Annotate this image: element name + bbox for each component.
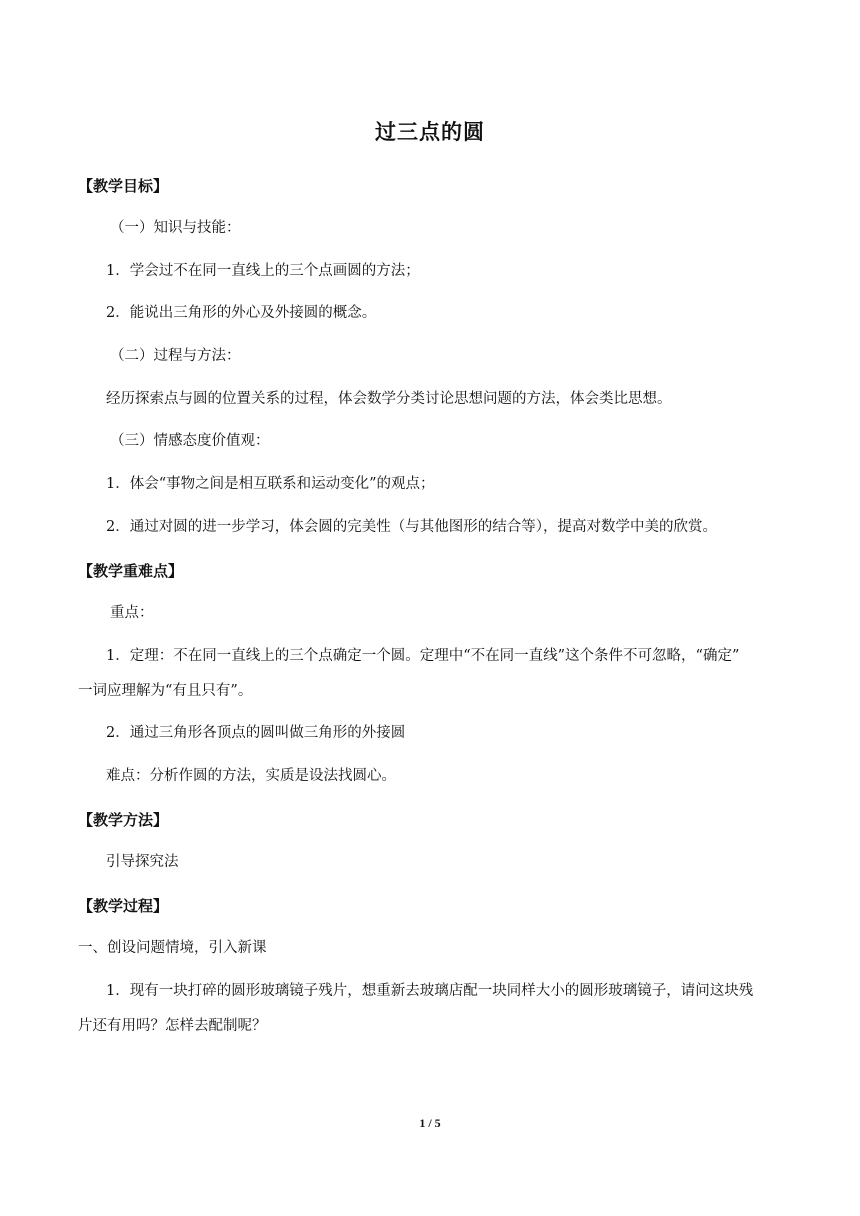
heading-methods: 【教学方法】 (78, 811, 169, 829)
objective-item-2: 2．能说出三角形的外心及外接圆的概念。 (106, 305, 377, 321)
methods-text: 引导探究法 (106, 854, 179, 870)
subheading-emotion: （三）情感态度价值观： (110, 433, 270, 449)
page-number: 1 / 5 (419, 1116, 441, 1130)
key-point-label: 重点： (110, 605, 154, 621)
document-title: 过三点的圆 (375, 120, 485, 144)
heading-objectives: 【教学目标】 (78, 177, 169, 195)
difficulty-text: 难点：分析作圆的方法，实质是设法找圆心。 (106, 768, 396, 784)
process-step-1: 一、创设问题情境，引入新课 (78, 940, 267, 956)
key-point-2: 2．通过三角形各顶点的圆叫做三角形的外接圆 (106, 725, 406, 741)
key-point-1-line-2: 一词应理解为“有且只有”。 (78, 683, 253, 699)
subheading-process-method: （二）过程与方法： (110, 348, 241, 364)
key-point-1-line-1: 1．定理：不在同一直线上的三个点确定一个圆。定理中“不在同一直线”这个条件不可忽略，“确定” (106, 648, 740, 664)
question-1-line-2: 片还有用吗？怎样去配制呢？ (78, 1018, 267, 1034)
process-method-text: 经历探索点与圆的位置关系的过程，体会数学分类讨论思想问题的方法，体会类比思想。 (106, 391, 672, 407)
emotion-item-1: 1．体会“事物之间是相互联系和运动变化”的观点； (106, 476, 435, 492)
question-1-line-1: 1．现有一块打碎的圆形玻璃镜子残片，想重新去玻璃店配一块同样大小的圆形玻璃镜子，请问这块残 (106, 983, 754, 999)
subheading-knowledge: （一）知识与技能： (110, 220, 241, 236)
heading-process: 【教学过程】 (78, 897, 169, 915)
emotion-item-2: 2．通过对圆的进一步学习，体会圆的完美性（与其他图形的结合等），提高对数学中美的欣赏。 (106, 519, 717, 535)
objective-item-1: 1．学会过不在同一直线上的三个点画圆的方法； (106, 263, 420, 279)
heading-key-points: 【教学重难点】 (78, 562, 184, 580)
